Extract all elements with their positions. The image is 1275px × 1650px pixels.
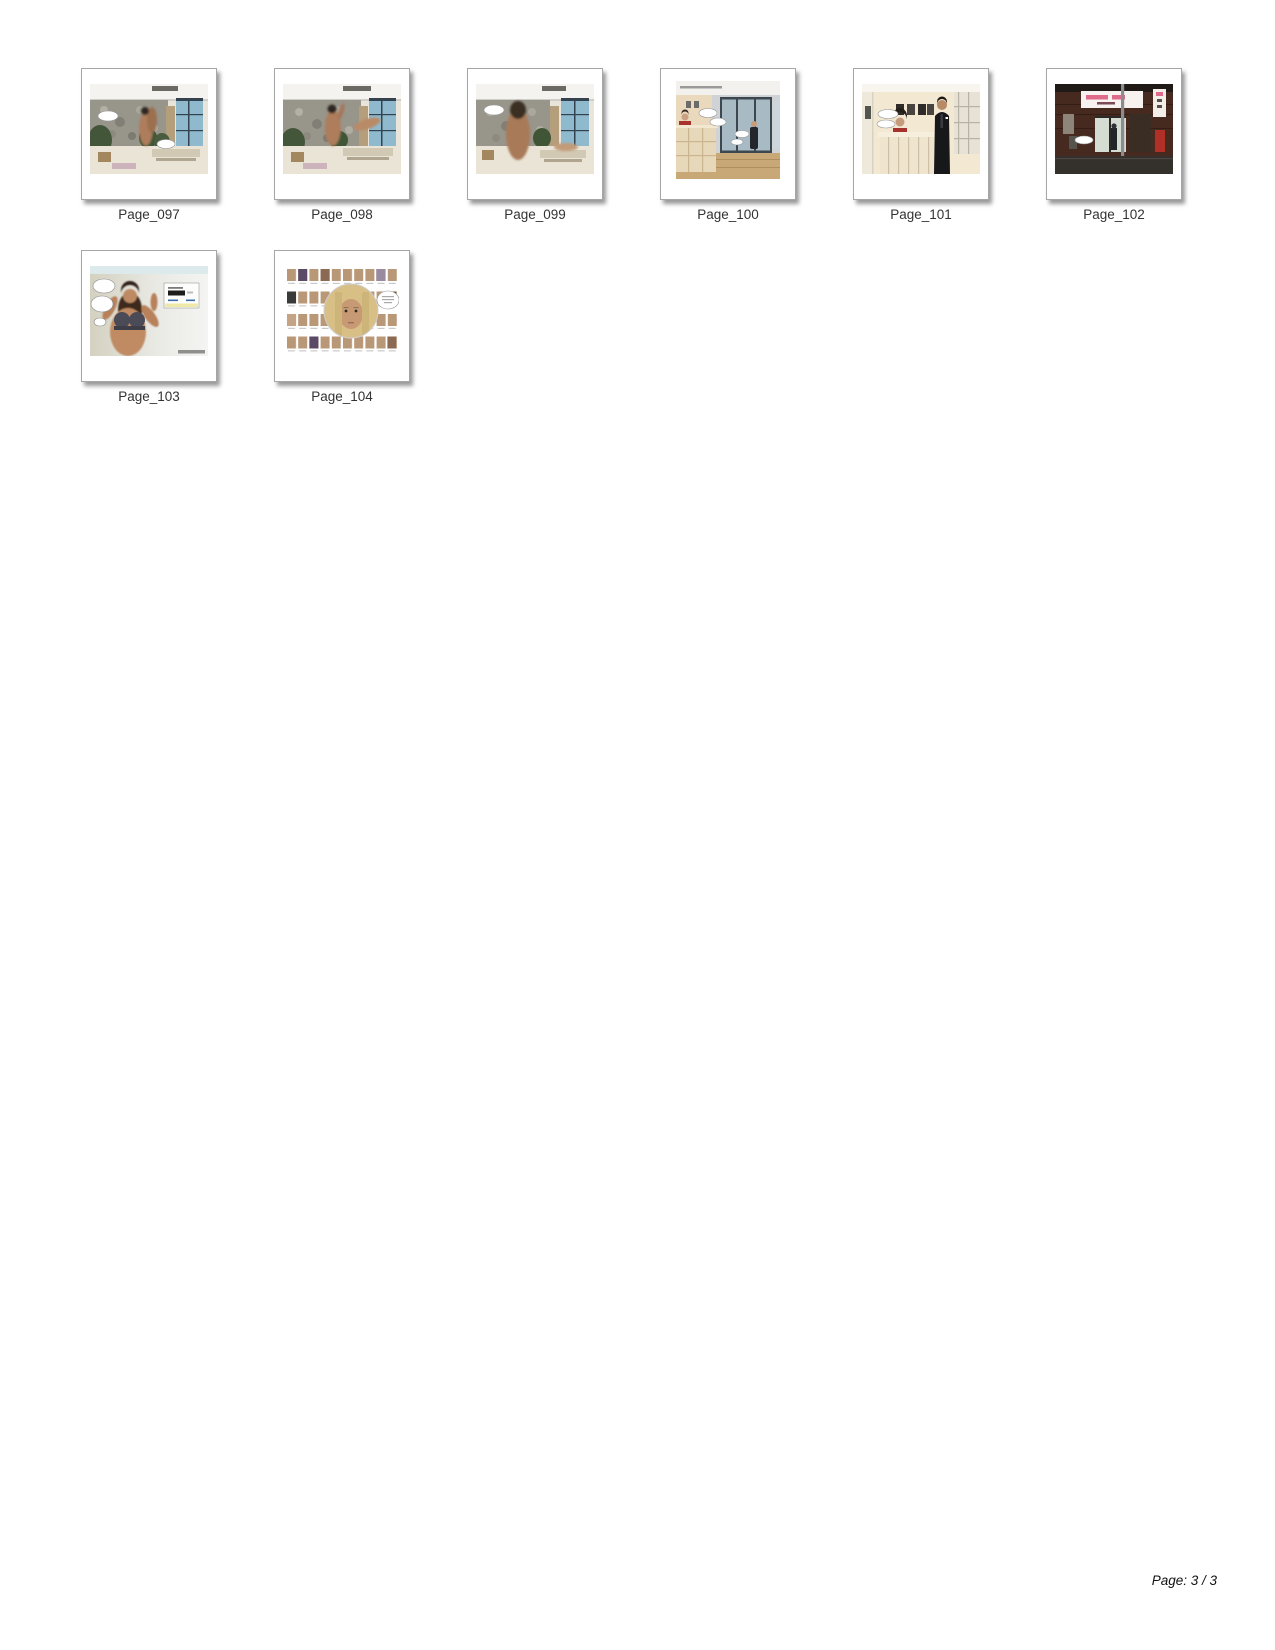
thumbnail-page-098[interactable] xyxy=(274,68,410,200)
gallery-item-099 xyxy=(467,68,603,224)
thumbnail-label: Page_100 xyxy=(697,207,759,222)
thumbnail-page-102[interactable] xyxy=(1046,68,1182,200)
spa-scene-image xyxy=(476,84,594,174)
thumbnail-label: Page_097 xyxy=(118,207,180,222)
gallery-item-098 xyxy=(274,68,410,224)
thumbnail-label: Page_099 xyxy=(504,207,566,222)
thumbnail-image-page-104 xyxy=(285,264,399,360)
gallery-item-097 xyxy=(81,68,217,224)
thumbnail-image-page-102 xyxy=(1055,84,1173,174)
gallery-item-102 xyxy=(1046,68,1182,224)
thumbnail-page-103[interactable] xyxy=(81,250,217,382)
character-infocard-image xyxy=(90,266,208,356)
reception-counter-image xyxy=(862,84,980,174)
thumbnail-label: Page_101 xyxy=(890,207,952,222)
thumbnail-image-page-100 xyxy=(676,81,780,179)
page-indicator: Page: 3 / 3 xyxy=(1151,1573,1217,1588)
thumbnail-label: Page_103 xyxy=(118,389,180,404)
thumbnail-image-page-099 xyxy=(476,84,594,174)
thumbnail-label: Page_104 xyxy=(311,389,373,404)
thumbnail-image-page-098 xyxy=(283,84,401,174)
thumbnail-image-page-103 xyxy=(90,266,208,356)
street-night-image xyxy=(1055,84,1173,174)
reception-lobby-image xyxy=(676,81,780,179)
thumbnail-image-page-097 xyxy=(90,84,208,174)
portrait-grid-image xyxy=(285,264,399,360)
thumbnail-image-page-101 xyxy=(862,84,980,174)
thumbnail-label: Page_102 xyxy=(1083,207,1145,222)
gallery-item-103 xyxy=(81,250,217,406)
thumbnail-label: Page_098 xyxy=(311,207,373,222)
spa-scene-image xyxy=(283,84,401,174)
thumbnail-page-101[interactable] xyxy=(853,68,989,200)
gallery-item-101 xyxy=(853,68,989,224)
gallery-item-100 xyxy=(660,68,796,224)
gallery-item-104 xyxy=(274,250,410,406)
thumbnail-page-099[interactable] xyxy=(467,68,603,200)
thumbnail-grid xyxy=(81,68,1241,406)
thumbnail-page-104[interactable] xyxy=(274,250,410,382)
spa-scene-image xyxy=(90,84,208,174)
thumbnail-page-100[interactable] xyxy=(660,68,796,200)
thumbnail-page-097[interactable] xyxy=(81,68,217,200)
